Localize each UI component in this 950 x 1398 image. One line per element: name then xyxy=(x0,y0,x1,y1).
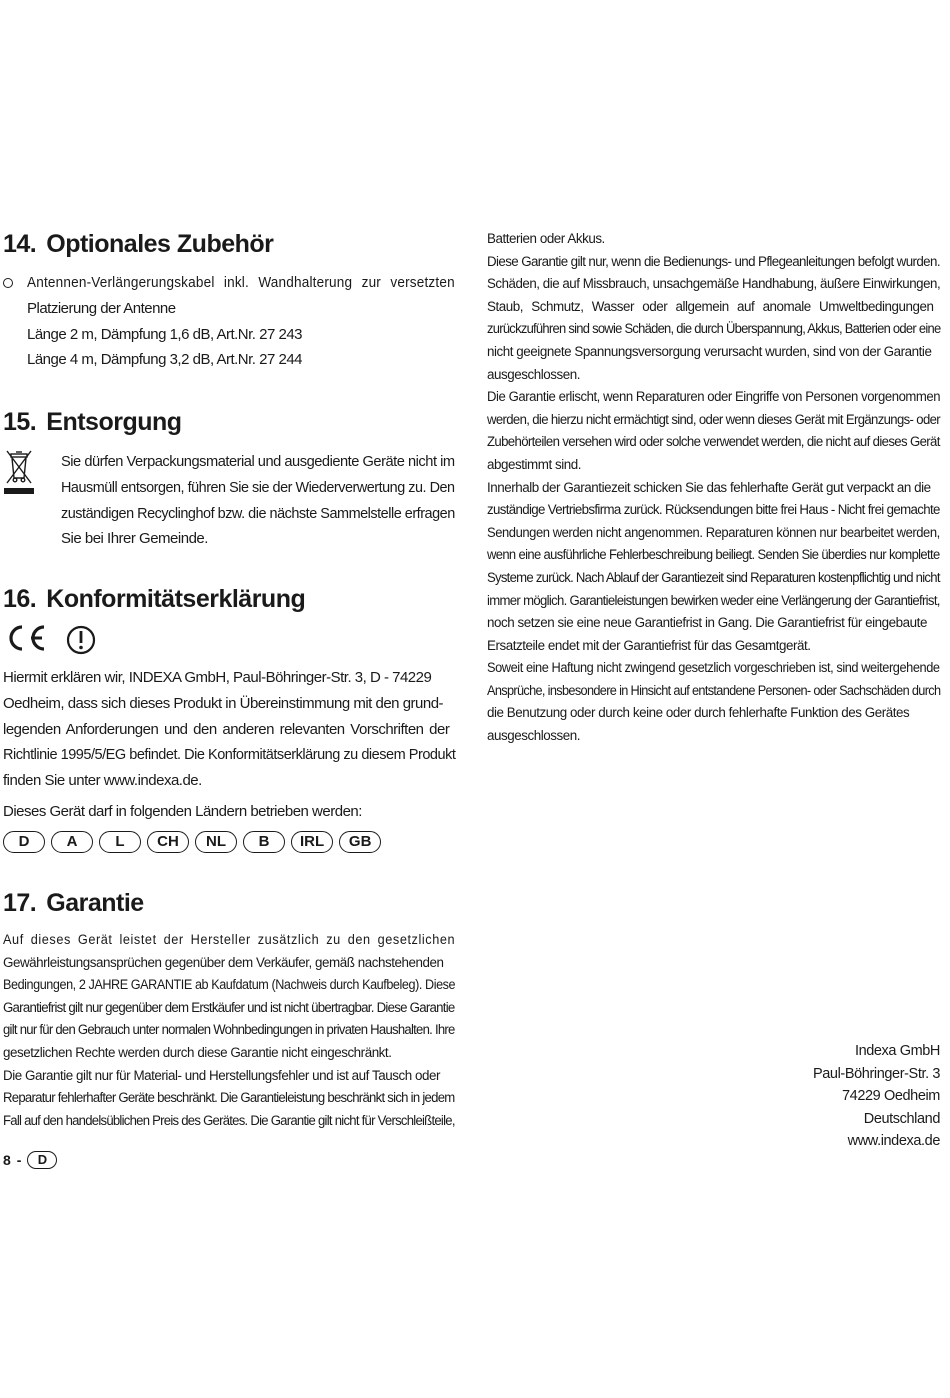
section-16-heading xyxy=(3,585,305,614)
section-14-title: Optionales Zubehör xyxy=(46,230,274,258)
text-line: werden, die hierzu nicht ermächtigt sind, oder wenn dieses Gerät mit Ergänzungs- oder xyxy=(487,411,941,427)
text-line: Diese Garantie gilt nur, wenn die Bedienungs- und Pflegeanleitungen befolgt wurden. xyxy=(487,253,940,269)
text-line: Schäden, die auf Missbrauch, unsachgemäße Handhabung, äußere Einwirkungen, xyxy=(487,276,941,292)
section-17-heading xyxy=(3,889,144,918)
text-line: nicht geeignete Spannungsversorgung verursacht wurden, sind von der Garantie xyxy=(487,343,932,359)
text-line: Platzierung der Antenne xyxy=(27,299,176,317)
weee-bin-icon xyxy=(4,448,34,498)
text-line: Länge 4 m, Dämpfung 3,2 dB, Art.Nr. 27 244 xyxy=(27,351,303,369)
text-line: Ansprüche, insbesondere in Hinsicht auf entstandene Personen- oder Sachschäden durch xyxy=(487,682,941,698)
text-line: finden Sie unter www.indexa.de. xyxy=(3,772,202,790)
footer-country-badge: D xyxy=(27,1151,57,1169)
text-line: zuständige Vertriebsfirma zurück. Rücksendungen bitte frei Haus - Nicht frei gemachte xyxy=(487,502,940,518)
country-badge: NL xyxy=(195,831,237,853)
ce-mark-icon xyxy=(3,623,47,653)
section-15-title: Entsorgung xyxy=(46,408,182,436)
text-line: Hausmüll entsorgen, führen Sie sie der Wiederverwertung zu. Den xyxy=(61,478,455,496)
text-line: Garantiefrist gilt nur gegenüber dem Erstkäufer und ist nicht übertragbar. Diese Garantie xyxy=(3,999,455,1015)
text-line: die Benutzung oder durch keine oder durch fehlerhafte Funktion des Gerätes xyxy=(487,705,910,721)
country-badge: D xyxy=(3,831,45,853)
section-14-heading xyxy=(3,230,273,259)
countries-intro xyxy=(3,799,455,825)
address-company: Indexa GmbH xyxy=(854,1043,940,1059)
text-line: ausgeschlossen. xyxy=(487,728,580,744)
text-line: legenden Anforderungen und den anderen relevanten Vorschriften der xyxy=(3,720,450,738)
text-line: Innerhalb der Garantiezeit schicken Sie das fehlerhafte Gerät gut verpackt an die xyxy=(487,479,931,495)
text-line: noch setzen sie eine neue Garantiefrist in Gang. Die Garantiefrist für eingebaute xyxy=(487,615,927,631)
text-line: Reparatur fehlerhafter Geräte beschränkt. Die Garantieleistung beschränkt sich in jedem xyxy=(3,1090,455,1106)
section-15-heading xyxy=(3,408,182,437)
country-badge: B xyxy=(243,831,285,853)
country-badge: A xyxy=(51,831,93,853)
text-line: Sendungen werden nicht angenommen. Reparaturen können nur bearbeitet werden, xyxy=(487,524,940,540)
text-line: Auf dieses Gerät leistet der Hersteller zusätzlich zu den gesetzlichen xyxy=(3,932,456,947)
text-line: Zubehörteilen versehen wird oder solche verwendet werden, die nicht auf dieses Gerät xyxy=(487,434,940,450)
section-14-number: 14. xyxy=(3,230,37,258)
text-line: gesetzlichen Rechte werden durch diese Garantie nicht eingeschränkt. xyxy=(3,1044,392,1060)
bullet-icon xyxy=(3,278,13,288)
page-separator: - xyxy=(16,1152,22,1168)
text-line: Dieses Gerät darf in folgenden Ländern betrieben werden: xyxy=(3,803,362,820)
section-15-number: 15. xyxy=(3,408,37,436)
page-number: 8 xyxy=(3,1152,11,1168)
text-line: Soweit eine Haftung nicht zwingend gesetzlich vorgeschrieben ist, sind weitergehende xyxy=(487,660,940,676)
text-line: Batterien oder Akkus. xyxy=(487,231,605,246)
text-line: Länge 2 m, Dämpfung 1,6 dB, Art.Nr. 27 243 xyxy=(27,325,303,343)
text-line: Bedingungen, 2 JAHRE GARANTIE ab Kaufdatum (Nachweis durch Kaufbeleg). Diese xyxy=(3,977,456,993)
text-line: zurückzuführen sind sowie Schäden, die durch Überspannung, Akkus, Batterien oder eine xyxy=(487,321,941,337)
guarantee-continued-text xyxy=(487,228,940,748)
country-badge: L xyxy=(99,831,141,853)
section-16-text xyxy=(3,665,455,794)
address-street: Paul-Böhringer-Str. 3 xyxy=(813,1065,940,1082)
address-website: www.indexa.de xyxy=(847,1133,940,1150)
text-line: abgestimmt sind. xyxy=(487,456,582,472)
text-line: Antennen-Verlängerungskabel inkl. Wandhalterung zur versetzten xyxy=(27,274,455,291)
text-line: Fall auf den handelsüblichen Preis des Gerätes. Die Garantie gilt nicht für Verschleißteile, xyxy=(3,1112,455,1128)
company-address xyxy=(813,1040,940,1153)
text-line: Ersatzteile endet mit der Garantiefrist für das Gesamtgerät. xyxy=(487,637,811,653)
text-line: Systeme zurück. Nach Ablauf der Garantiezeit sind Reparaturen kostenpflichtig und nicht xyxy=(487,569,940,585)
section-15-text xyxy=(61,449,455,552)
text-line: zuständigen Recyclinghof bzw. die nächste Sammelstelle erfragen xyxy=(61,504,455,522)
section-14-text xyxy=(27,270,455,373)
section-16-title: Konformitätserklärung xyxy=(46,585,306,613)
text-line: Sie dürfen Verpackungsmaterial und ausgediente Geräte nicht im xyxy=(61,453,455,470)
country-badge: CH xyxy=(147,831,189,853)
section-16-number: 16. xyxy=(3,585,37,613)
section-17-title: Garantie xyxy=(46,889,144,917)
text-line: Sie bei Ihrer Gemeinde. xyxy=(61,530,208,548)
text-line: Oedheim, dass sich dieses Produkt in Übereinstimmung mit den grund- xyxy=(3,694,444,712)
text-line: Die Garantie erlischt, wenn Reparaturen oder Eingriffe von Personen vorgenommen xyxy=(487,389,941,405)
text-line: Richtlinie 1995/5/EG befindet. Die Konformitätserklärung zu diesem Produkt xyxy=(3,746,456,764)
country-badge: IRL xyxy=(291,831,333,853)
warning-exclamation-icon xyxy=(66,625,96,655)
text-line: Hiermit erklären wir, INDEXA GmbH, Paul-Böhringer-Str. 3, D - 74229 xyxy=(3,669,432,686)
text-line: ausgeschlossen. xyxy=(487,366,580,382)
section-17-number: 17. xyxy=(3,889,37,917)
country-badge: GB xyxy=(339,831,381,853)
page-footer xyxy=(3,1151,57,1169)
address-country: Deutschland xyxy=(863,1110,940,1127)
text-line: Staub, Schmutz, Wasser oder allgemein auf anomale Umweltbedingungen xyxy=(487,298,934,314)
text-line: gilt nur für den Gebrauch unter normalen Wohnbedingungen in privaten Haushalten. Ihre xyxy=(3,1022,455,1038)
text-line: Die Garantie gilt nur für Material- und Herstellungsfehler und ist auf Tausch oder xyxy=(3,1067,440,1083)
country-list xyxy=(3,831,381,853)
section-17-text xyxy=(3,929,455,1132)
text-line: wenn eine ausführliche Fehlerbeschreibung beiliegt. Senden Sie überdies nur komplette xyxy=(487,547,940,563)
address-city: 74229 Oedheim xyxy=(842,1088,940,1105)
text-line: Gewährleistungsansprüchen gegenüber dem Verkäufer, gemäß nachstehenden xyxy=(3,954,444,970)
text-line: immer möglich. Garantieleistungen bewirken weder eine Verlängerung der Garantiefrist, xyxy=(487,592,940,608)
